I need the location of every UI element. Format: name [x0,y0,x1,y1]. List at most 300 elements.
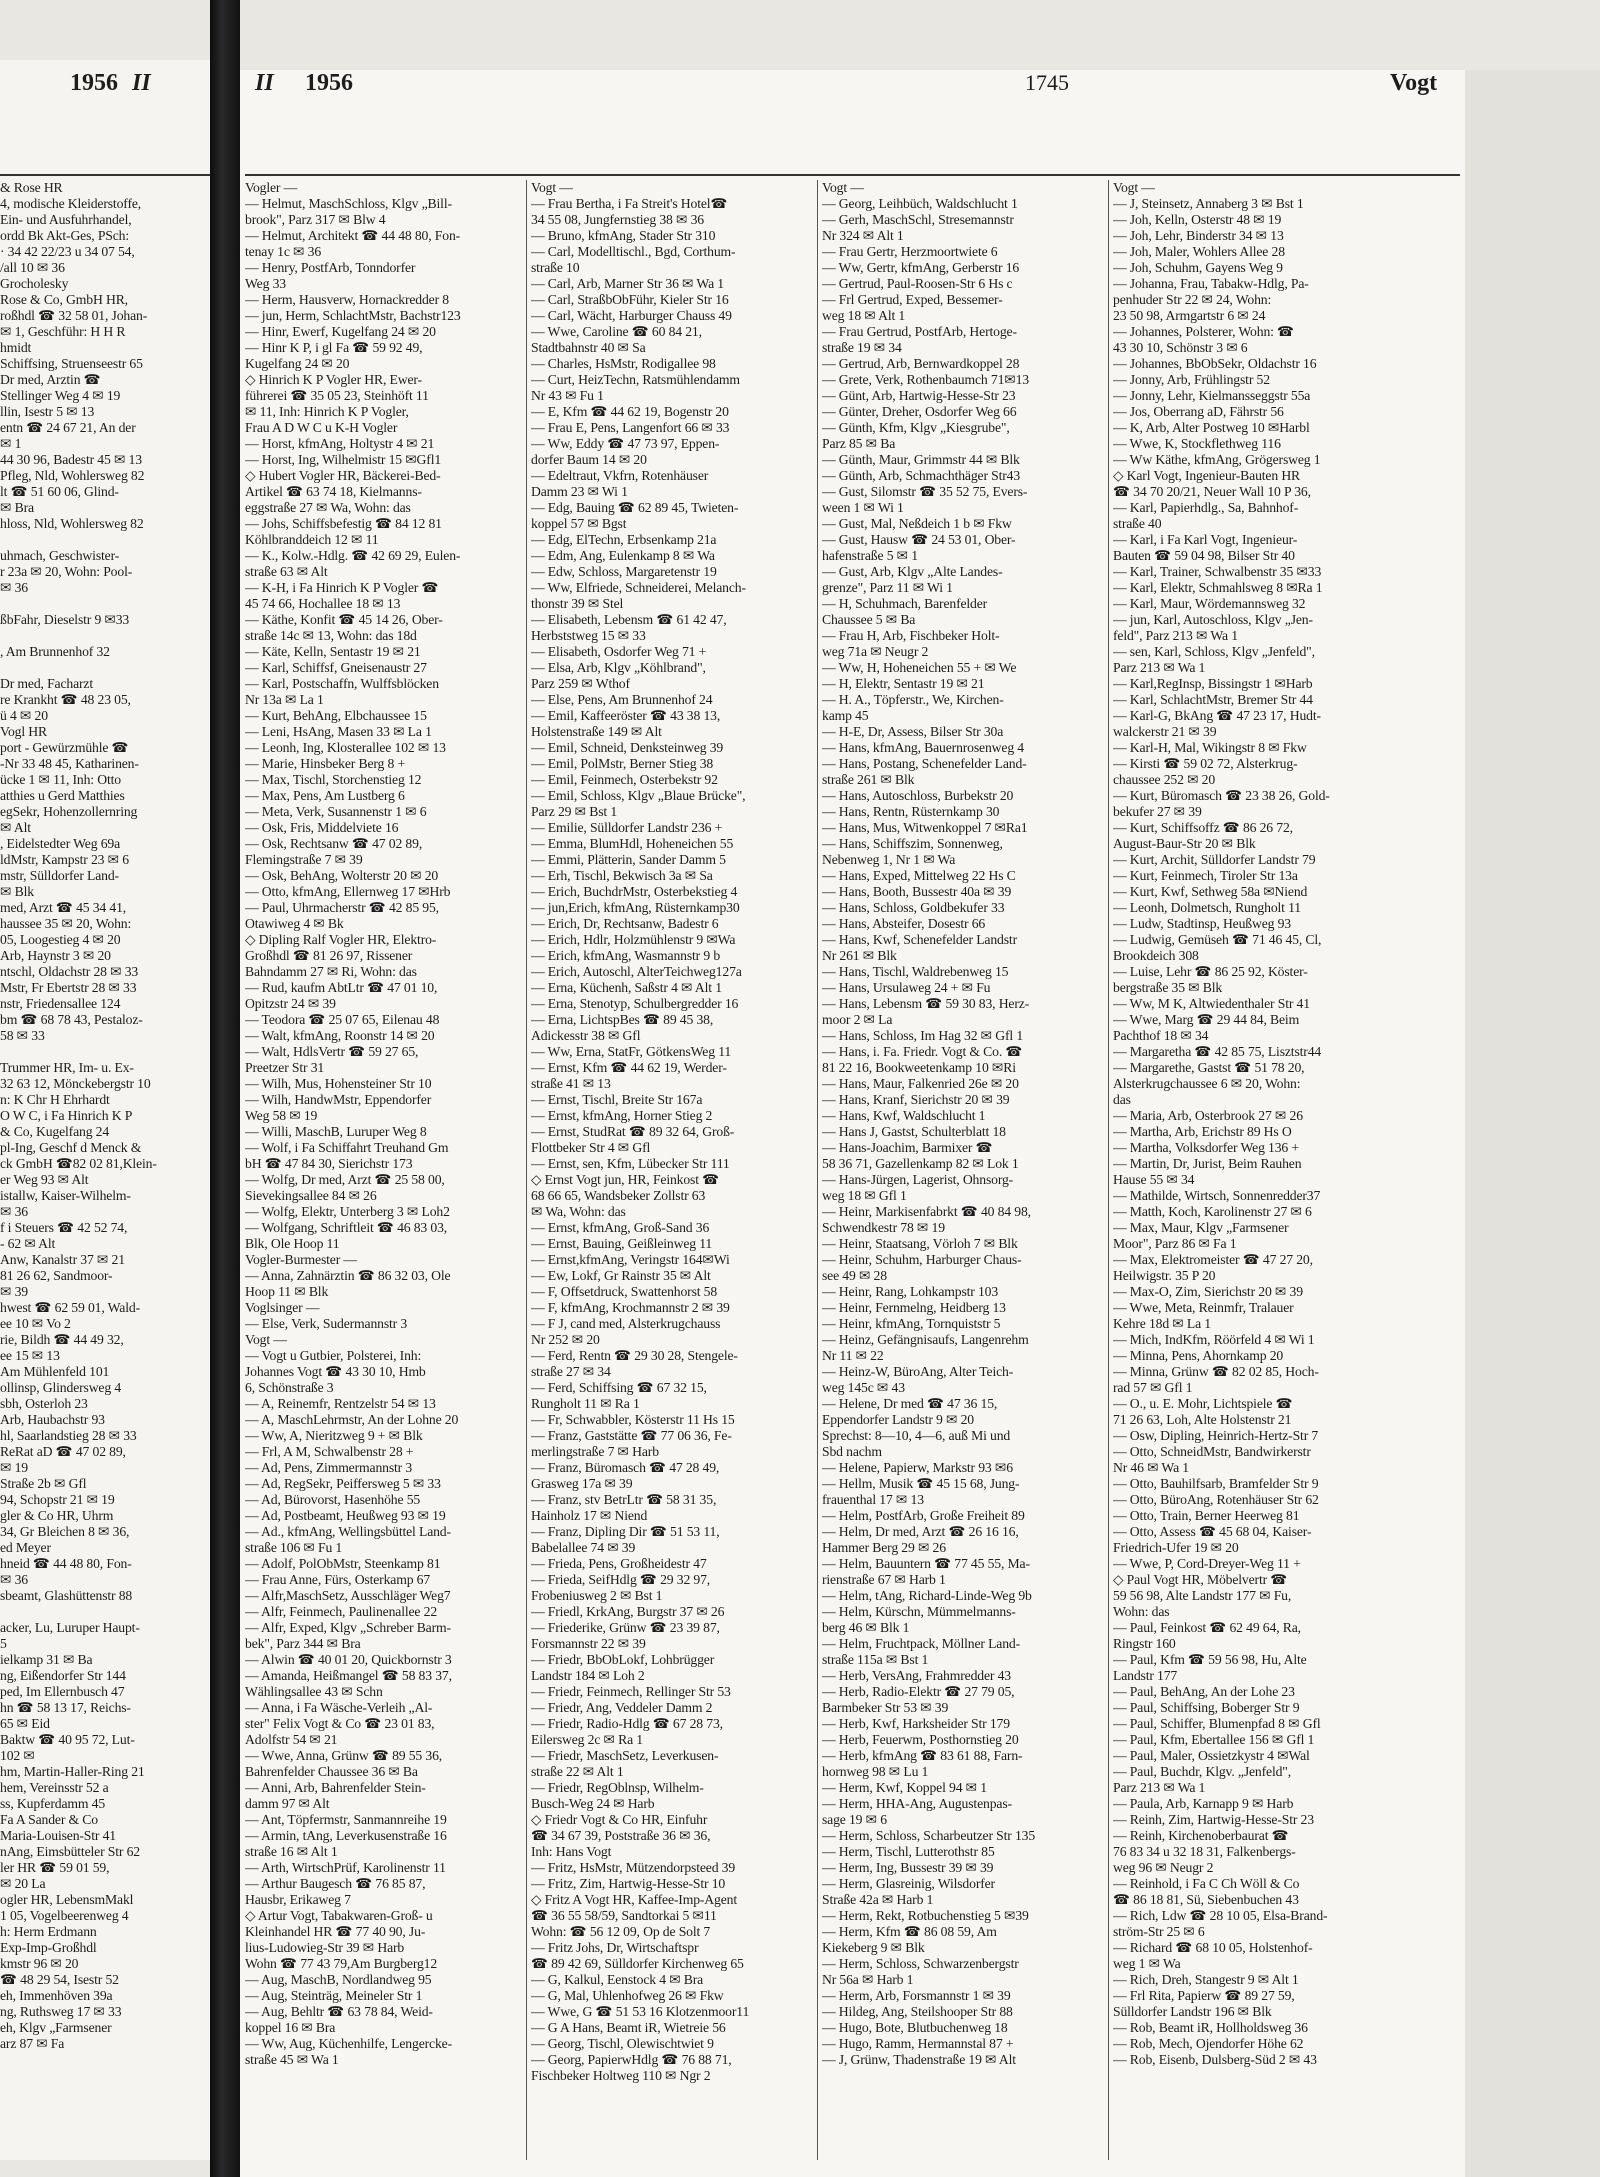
right-page-roman: II [255,70,274,96]
directory-entry: — Günth, Kfm, Klgv „Kiesgrube", [822,420,1010,435]
page-number: 1745 [1025,70,1069,95]
directory-entry: ◇ Friedr Vogt & Co HR, Einfuhr [531,1812,708,1827]
directory-entry: — Otto, kfmAng, Ellernweg 17 ✉Hrb [245,884,451,899]
directory-entry: — O., u. E. Mohr, Lichtspiele ☎ [1113,1396,1293,1411]
directory-entry: entn ☎ 24 67 21, An der [0,420,136,435]
directory-entry: — Max-O, Zim, Sierichstr 20 ✉ 39 [1113,1284,1303,1299]
directory-entry: — Gertrud, Arb, Bernwardkoppel 28 [822,356,1020,371]
directory-entry: — F, kfmAng, Krochmannstr 2 ✉ 39 [531,1300,730,1315]
directory-entry: Stellinger Weg 4 ✉ 19 [0,388,121,403]
directory-entry: ck GmbH ☎82 02 81,Klein- [0,1156,157,1171]
directory-entry: Bahrenfelder Chaussee 36 ✉ Ba [245,1764,418,1779]
directory-entry: lt ☎ 51 60 06, Glind- [0,484,119,499]
directory-entry: uhmach, Geschwister- [0,548,120,563]
directory-entry [0,596,205,612]
directory-entry: — Rich, Dreh, Stangestr 9 ✉ Alt 1 [1113,1972,1299,1987]
directory-entry: — Hellm, Musik ☎ 45 15 68, Jung- [822,1476,1020,1491]
directory-entry: penhuder Str 22 ✉ 24, Wohn: [1113,292,1272,307]
directory-entry: — Margaretha ☎ 42 85 75, Lisztstr44 [1113,1044,1322,1059]
directory-entry: Fischbeker Holtweg 110 ✉ Ngr 2 [531,2068,711,2083]
directory-entry: — Heinz, Gefängnisaufs, Langenrehm [822,1332,1029,1347]
directory-entry: — Friedr, MaschSetz, Leverkusen- [531,1748,719,1763]
directory-entry: Barmbeker Str 53 ✉ 39 [822,1700,949,1715]
directory-entry: — Meta, Verk, Susannenstr 1 ✉ 6 [245,804,427,819]
directory-entry: 71 26 63, Loh, Alte Holstenstr 21 [1113,1412,1292,1427]
directory-entry: — Ad, Pens, Zimmermannstr 3 [245,1460,413,1475]
directory-entry: — Hinr, Ewerf, Kugelfang 24 ✉ 20 [245,324,436,339]
directory-entry: — Erna, Küchenh, Saßstr 4 ✉ Alt 1 [531,980,722,995]
directory-entry: Pachthof 18 ✉ 34 [1113,1028,1209,1043]
directory-entry: — K., Kolw.-Hdlg. ☎ 42 69 29, Eulen- [245,548,461,563]
directory-entry: rienstraße 67 ✉ Harb 1 [822,1572,946,1587]
directory-entry: — Karl-H, Mal, Wikingstr 8 ✉ Fkw [1113,740,1307,755]
directory-entry: — Kurt, Kwf, Sethweg 58a ✉Niend [1113,884,1308,899]
directory-entry: Parz 85 ✉ Ba [822,436,896,451]
directory-entry: führerei ☎ 35 05 23, Steinhöft 11 [245,388,429,403]
directory-entry: weg 18 ✉ Gfl 1 [822,1188,907,1203]
directory-entry [0,1604,205,1620]
directory-entry: brook", Parz 317 ✉ Blw 4 [245,212,386,227]
directory-entry: — Edg, Bauing ☎ 62 89 45, Twieten- [531,500,739,515]
directory-entry: — Ernst, StudRat ☎ 89 32 64, Groß- [531,1124,735,1139]
directory-entry: — Ad, RegSekr, Peiffersweg 5 ✉ 33 [245,1476,441,1491]
directory-entry: weg 18 ✉ Alt 1 [822,308,906,323]
directory-entry: ✉ 39 [0,1284,28,1299]
directory-entry: ✉ Blk [0,884,34,899]
directory-entry: Holstenstraße 149 ✉ Alt [531,724,662,739]
directory-entry: — Karl, i Fa Karl Vogt, Ingenieur- [1113,532,1298,547]
directory-entry: ster" Felix Vogt & Co ☎ 23 01 83, [245,1716,435,1731]
directory-entry: straße 261 ✉ Blk [822,772,915,787]
directory-entry: — Minna, Grünw ☎ 82 02 85, Hoch- [1113,1364,1319,1379]
directory-entry: Frobeniusweg 2 ✉ Bst 1 [531,1588,663,1603]
directory-entry: — Herb, kfmAng ☎ 83 61 88, Farn- [822,1748,1023,1763]
directory-entry: — H, Schuhmach, Barenfelder [822,596,988,611]
directory-entry: Damm 23 ✉ Wi 1 [531,484,628,499]
directory-entry: Vogt — [1113,180,1155,195]
directory-entry: — Arthur Baugesch ☎ 76 85 87, [245,1876,426,1891]
directory-entry: — Reinh, Zim, Hartwig-Hesse-Str 23 [1113,1812,1314,1827]
directory-entry: ström-Str 25 ✉ 6 [1113,1924,1205,1939]
directory-entry: — Johannes, Polsterer, Wohn: ☎ [1113,324,1294,339]
directory-entry: ☎ 34 70 20/21, Neuer Wall 10 P 36, [1113,484,1311,499]
directory-entry: Voglsinger — [245,1300,320,1315]
directory-entry: ☎ 89 42 69, Sülldorfer Kirchenweg 65 [531,1956,744,1971]
directory-entry: — Max, Pens, Am Lustberg 6 [245,788,405,803]
directory-entry: 5 [0,1636,7,1651]
directory-entry: — Charles, HsMstr, Rodigallee 98 [531,356,716,371]
directory-entry: straße 115a ✉ Bst 1 [822,1652,929,1667]
directory-entry: Hammer Berg 29 ✉ 26 [822,1540,946,1555]
directory-entry: Vogl HR [0,724,47,739]
directory-entry: — Anna, i Fa Wäsche-Verleih „Al- [245,1700,433,1715]
directory-entry: ped, Im Ellernbusch 47 [0,1684,125,1699]
directory-entry: Hause 55 ✉ 34 [1113,1172,1195,1187]
directory-entry: Wohn: ☎ 56 12 09, Op de Solt 7 [531,1924,711,1939]
directory-entry: — Joh, Lehr, Binderstr 34 ✉ 13 [1113,228,1284,243]
directory-entry: Großhdl ☎ 81 26 97, Rissener [245,948,413,963]
directory-entry: hm, Martin-Haller-Ring 21 [0,1764,145,1779]
directory-entry: — Matth, Koch, Karolinenstr 27 ✉ 6 [1113,1204,1312,1219]
directory-entry: — Hildeg, Ang, Steilshooper Str 88 [822,2004,1013,2019]
directory-entry: — Wolfg, Dr med, Arzt ☎ 25 58 00, [245,1172,445,1187]
directory-entry: — Else, Pens, Am Brunnenhof 24 [531,692,713,707]
directory-entry: Wohn ☎ 77 43 79,Am Burgberg12 [245,1956,438,1971]
directory-entry: — Mathilde, Wirtsch, Sonnenredder37 [1113,1188,1321,1203]
directory-entry: — Walt, HdlsVertr ☎ 59 27 65, [245,1044,419,1059]
directory-entry: — Günth, Arb, Schmachthäger Str43 [822,468,1021,483]
directory-entry: moor 2 ✉ La [822,1012,893,1027]
directory-entry: Hoop 11 ✉ Blk [245,1284,329,1299]
directory-entry: — Max, Elektromeister ☎ 47 27 20, [1113,1252,1313,1267]
directory-entry: — Emma, BlumHdl, Hoheneichen 55 [531,836,734,851]
directory-entry: — Kurt, BehAng, Elbchaussee 15 [245,708,427,723]
directory-entry: ◇ Ernst Vogt jun, HR, Feinkost ☎ [531,1172,720,1187]
directory-entry: ◇ Artur Vogt, Tabakwaren-Groß- u [245,1908,433,1923]
directory-entry: — Otto, Assess ☎ 45 68 04, Kaiser- [1113,1524,1312,1539]
directory-column-1 [245,180,515,2160]
directory-entry: — Max, Maur, Klgv „Farmsener [1113,1220,1289,1235]
directory-entry: ◇ Fritz A Vogt HR, Kaffee-Imp-Agent [531,1892,738,1907]
directory-entry: — Ww, Gertr, kfmAng, Gerberstr 16 [822,260,1020,275]
directory-entry: — Carl, Modelltischl., Bgd, Corthum- [531,244,736,259]
directory-entry: — Amanda, Heißmangel ☎ 58 83 37, [245,1668,452,1683]
directory-entry: ✉ Alt [0,820,31,835]
page-edge-shadow [1465,70,1600,2177]
directory-entry: ☎ 86 18 81, Sü, Siebenbuchen 43 [1113,1892,1299,1907]
directory-entry: — Wwe, Meta, Reinmfr, Tralauer [1113,1300,1294,1315]
directory-entry: ldMstr, Kampstr 23 ✉ 6 [0,852,129,867]
directory-entry: — Emil, PolMstr, Berner Stieg 38 [531,756,714,771]
directory-entry: 58 ✉ 33 [0,1028,45,1043]
directory-entry: kamp 45 [822,708,869,723]
directory-entry: — Horst, kfmAng, Holtystr 4 ✉ 21 [245,436,435,451]
directory-entry: — Hans, Absteifer, Dosestr 66 [822,916,986,931]
directory-entry: ReRat aD ☎ 47 02 89, [0,1444,126,1459]
directory-entry: — Frau Gertrud, PostfArb, Hertoge- [822,324,1017,339]
directory-entry: — Franz, Büromasch ☎ 47 28 49, [531,1460,720,1475]
directory-entry: — Karl, Elektr, Schmahlsweg 8 ✉Ra 1 [1113,580,1323,595]
directory-entry: — Hans, kfmAng, Bauernrosenweg 4 [822,740,1024,755]
directory-entry: — Ernst, Tischl, Breite Str 167a [531,1092,703,1107]
directory-entry: — Leni, HsAng, Masen 33 ✉ La 1 [245,724,432,739]
directory-entry: — Osk, Rechtsanw ☎ 47 02 89, [245,836,423,851]
directory-entry: — Erna, Stenotyp, Schulbergredder 16 [531,996,739,1011]
directory-entry: Flemingstraße 7 ✉ 39 [245,852,363,867]
directory-column-4 [1108,180,1465,2160]
directory-entry: — Gust, Arb, Klgv „Alte Landes- [822,564,1003,579]
directory-entry: thonstr 39 ✉ Stel [531,596,624,611]
directory-entry: sage 19 ✉ 6 [822,1812,887,1827]
directory-entry: — Ad., kfmAng, Wellingsbüttel Land- [245,1524,451,1539]
directory-entry: Inh: Hans Vogt [531,1844,612,1859]
directory-entry: 43 30 10, Schönstr 3 ✉ 6 [1113,340,1248,355]
directory-entry: — H. A., Töpferstr., We, Kirchen- [822,692,1004,707]
directory-entry: — Elisabeth, Lebensm ☎ 61 42 47, [531,612,727,627]
directory-entry: ntschl, Oldachstr 28 ✉ 33 [0,964,139,979]
directory-entry: — jun, Karl, Autoschloss, Klgv „Jen- [1113,612,1313,627]
directory-entry: Vogt — [531,180,573,195]
directory-entry: das [1113,1092,1131,1107]
directory-entry: Rose & Co, GmbH HR, [0,292,128,307]
directory-entry: Grasweg 17a ✉ 39 [531,1476,633,1491]
directory-entry: 6, Schönstraße 3 [245,1380,334,1395]
directory-entry: — Frl Gertrud, Exped, Bessemer- [822,292,1003,307]
directory-entry: Weg 33 [245,276,286,291]
directory-entry: — Helm, Kürschn, Mümmelmanns- [822,1604,1016,1619]
directory-entry: rie, Bildh ☎ 44 49 32, [0,1332,124,1347]
directory-entry: ogler HR, LebensmMakl [0,1892,134,1907]
directory-entry: — Karl, Trainer, Schwalbenstr 35 ✉33 [1113,564,1322,579]
directory-entry: Blk, Ole Hoop 11 [245,1236,340,1251]
directory-entry: — Herm, Hausverw, Hornackredder 8 [245,292,449,307]
directory-entry: Nr 11 ✉ 22 [822,1348,884,1363]
directory-entry: — Martha, Arb, Erichstr 89 Hs O [1113,1124,1292,1139]
directory-entry: — Martin, Dr, Jurist, Beim Rauhen [1113,1156,1302,1171]
directory-entry: Opitzstr 24 ✉ 39 [245,996,336,1011]
directory-entry: Vogt — [822,180,864,195]
directory-entry: — Herm, Arb, Forsmannstr 1 ✉ 39 [822,1988,1011,2003]
directory-entry: Busch-Weg 24 ✉ Harb [531,1796,655,1811]
directory-entry: — G A Hans, Beamt iR, Wietreie 56 [531,2020,726,2035]
directory-entry: — Kurt, Büromasch ☎ 23 38 26, Gold- [1113,788,1330,803]
directory-entry: — Herm, Kwf, Koppel 94 ✉ 1 [822,1780,987,1795]
directory-entry: — Herm, Kfm ☎ 86 08 59, Am [822,1924,997,1939]
directory-entry: — jun,Erich, kfmAng, Rüsternkamp30 [531,900,740,915]
directory-entry: Sievekingsallee 84 ✉ 26 [245,1188,377,1203]
directory-entry: Preetzer Str 31 [245,1060,325,1075]
directory-entry: — Vogt u Gutbier, Polsterei, Inh: [245,1348,422,1363]
directory-entry: — Max, Tischl, Storchenstieg 12 [245,772,422,787]
directory-entry: — Edeltraut, Vkfrn, Rotenhäuser [531,468,709,483]
directory-column-3 [817,180,1102,2160]
directory-entry: — Friedr, RegOblnsp, Wilhelm- [531,1780,704,1795]
directory-entry: — Hans, Kwf, Schenefelder Landstr [822,932,1017,947]
directory-entry: — Franz, Dipling Dir ☎ 51 53 11, [531,1524,720,1539]
directory-entry: — Emil, Kaffeeröster ☎ 43 38 13, [531,708,721,723]
directory-entry: — Jonny, Arb, Frühlingstr 52 [1113,372,1270,387]
directory-entry: — Rob, Mech, Ojendorfer Höhe 62 [1113,2036,1304,2051]
directory-entry: — Walt, kfmAng, Roonstr 14 ✉ 20 [245,1028,435,1043]
directory-entry: — Käte, Kelln, Sentastr 19 ✉ 21 [245,644,421,659]
directory-entry: — Horst, Ing, Wilhelmistr 15 ✉Gfl1 [245,452,442,467]
directory-entry: — Frau Gertr, Herzmoortwiete 6 [822,244,998,259]
directory-entry: Wohn: das [1113,1604,1170,1619]
directory-entry: ✉ 36 [0,1204,28,1219]
directory-entry: — Carl, Wächt, Harburger Chauss 49 [531,308,732,323]
directory-entry: Dr med, Facharzt [0,676,93,691]
directory-entry: — Hans, Exped, Mittelweg 22 Hs C [822,868,1016,883]
directory-entry: — Paul, Kfm ☎ 59 56 98, Hu, Alte [1113,1652,1307,1667]
directory-entry: Kiekeberg 9 ✉ Blk [822,1940,925,1955]
directory-entry: arz 87 ✉ Fa [0,2036,65,2051]
directory-entry: — Herb, Radio-Elektr ☎ 27 79 05, [822,1684,1015,1699]
directory-entry: ween 1 ✉ Wi 1 [822,500,904,515]
directory-entry: 05, Loogestieg 4 ✉ 20 [0,932,121,947]
directory-entry: — Kurt, Feinmech, Tiroler Str 13a [1113,868,1298,883]
directory-entry: kmstr 96 ✉ 20 [0,1956,79,1971]
directory-entry: — Herb, VersAng, Frahmredder 43 [822,1668,1011,1683]
directory-entry: — Elisabeth, Osdorfer Weg 71 + [531,644,707,659]
directory-entry: — Friedr, BbObLokf, Lohbrügger [531,1652,715,1667]
directory-entry: Vogler-Burmester — [245,1252,357,1267]
directory-entry: eggstraße 27 ✉ Wa, Wohn: das [245,500,411,515]
directory-entry: — Hans, Maur, Falkenried 26e ✉ 20 [822,1076,1019,1091]
directory-entry: — Erich, BuchdrMstr, Osterbekstieg 4 [531,884,738,899]
directory-entry: ng, Ruthsweg 17 ✉ 33 [0,2004,122,2019]
directory-entry: — Friedr, Radio-Hdlg ☎ 67 28 73, [531,1716,723,1731]
directory-entry: — Karl, Postschaffn, Wulffsblöcken [245,676,439,691]
directory-entry: — Georg, Leihbüch, Waldschlucht 1 [822,196,1018,211]
directory-entry: — Otto, SchneidMstr, Bandwirkerstr [1113,1444,1311,1459]
directory-entry: hneid ☎ 44 48 80, Fon- [0,1556,132,1571]
directory-entry: Parz 259 ✉ Wthof [531,676,630,691]
directory-entry: straße 106 ✉ Fu 1 [245,1540,343,1555]
directory-entry: — Emil, Schneid, Denksteinweg 39 [531,740,724,755]
directory-entry: hl, Saarlandstieg 28 ✉ 33 [0,1428,137,1443]
directory-entry: — Hans, Mus, Witwenkoppel 7 ✉Ra1 [822,820,1028,835]
directory-entry: Köhlbranddeich 12 ✉ 11 [245,532,379,547]
directory-entry: Rungholt 11 ✉ Ra 1 [531,1396,640,1411]
directory-entry: ler HR ☎ 59 01 59, [0,1860,110,1875]
directory-entry: — Kurt, Archit, Sülldorfer Landstr 79 [1113,852,1316,867]
directory-entry: — Anni, Arb, Bahrenfelder Stein- [245,1780,426,1795]
directory-entry: — Helm, Fruchtpack, Möllner Land- [822,1636,1021,1651]
directory-entry: hn ☎ 58 13 17, Reichs- [0,1700,131,1715]
directory-entry: Nebenweg 1, Nr 1 ✉ Wa [822,852,956,867]
directory-entry: — Ant, Töpfermstr, Sanmannreihe 19 [245,1812,447,1827]
directory-entry: Schiffsing, Struenseestr 65 [0,356,143,371]
directory-entry: — Aug, MaschB, Nordlandweg 95 [245,1972,432,1987]
directory-entry: — Käthe, Konfit ☎ 45 14 26, Ober- [245,612,443,627]
directory-entry: — Hans, Postang, Schenefelder Land- [822,756,1027,771]
directory-entry: — Heinz-W, BüroAng, Alter Teich- [822,1364,1014,1379]
directory-entry: — Elsa, Arb, Klgv „Köhlbrand", [531,660,706,675]
directory-entry: ss, Kupferdamm 45 [0,1796,106,1811]
directory-entry: — Helmut, Architekt ☎ 44 48 80, Fon- [245,228,461,243]
directory-entry: — Frieda, Pens, Großheidestr 47 [531,1556,707,1571]
directory-entry: Parz 213 ✉ Wa 1 [1113,1780,1206,1795]
directory-entry: — Karl, SchlachtMstr, Bremer Str 44 [1113,692,1313,707]
directory-entry: — Herm, Glasreinig, Wilsdorfer [822,1876,995,1891]
directory-entry: acker, Lu, Luruper Haupt- [0,1620,140,1635]
right-page-year: 1956 [305,70,353,96]
directory-entry: straße 19 ✉ 34 [822,340,902,355]
directory-entry: walckerstr 21 ✉ 39 [1113,724,1217,739]
directory-entry: Landstr 177 [1113,1668,1178,1683]
directory-entry: — Fritz Johs, Dr, Wirtschaftspr [531,1940,699,1955]
directory-entry: — Frau Anne, Fürs, Osterkamp 67 [245,1572,431,1587]
directory-entry: — Curt, HeizTechn, Ratsmühlendamm [531,372,740,387]
directory-column-2 [526,180,811,2160]
directory-entry: Vogt — [245,1332,287,1347]
directory-entry: hem, Vereinsstr 52 a [0,1780,109,1795]
directory-entry: mstr, Sülldorfer Land- [0,868,119,883]
directory-entry: — Martha, Volksdorfer Weg 136 + [1113,1140,1299,1155]
directory-entry: — J, Grünw, Thadenstraße 19 ✉ Alt [822,2052,1016,2067]
directory-entry: Nr 261 ✉ Blk [822,948,897,963]
directory-entry: Sprechst: 8—10, 4—6, auß Mi und [822,1428,1011,1443]
directory-entry: frauenthal 17 ✉ 13 [822,1492,924,1507]
directory-entry: nAng, Eimsbütteler Str 62 [0,1844,140,1859]
directory-entry: — Ww, A, Nieritzweg 9 + ✉ Blk [245,1428,423,1443]
directory-entry: — Erna, LichtspBes ☎ 89 45 38, [531,1012,714,1027]
directory-entry: — Paul, Kfm, Ebertallee 156 ✉ Gfl 1 [1113,1732,1315,1747]
directory-entry: — Hans, Kwf, Waldschlucht 1 [822,1108,986,1123]
directory-entry: — Heinr, kfmAng, Tornquiststr 5 [822,1316,1001,1331]
directory-entry: ◇ Dipling Ralf Vogler HR, Elektro- [245,932,437,947]
directory-entry: Nr 252 ✉ 20 [531,1332,600,1347]
directory-entry: — G, Kalkul, Eenstock 4 ✉ Bra [531,1972,704,1987]
directory-entry: Landstr 184 ✉ Loh 2 [531,1668,645,1683]
directory-entry: — Wolfgang, Schriftleit ☎ 46 83 03, [245,1220,448,1235]
directory-entry: — Ferd, Schiffsing ☎ 67 32 15, [531,1380,707,1395]
directory-entry: — Hinr K P, i gl Fa ☎ 59 92 49, [245,340,423,355]
directory-entry: tenay 1c ✉ 36 [245,244,322,259]
directory-entry: weg 96 ✉ Neugr 2 [1113,1860,1214,1875]
directory-entry: Nr 43 ✉ Fu 1 [531,388,604,403]
directory-entry: bergstraße 35 ✉ Blk [1113,980,1223,995]
directory-entry: — Hans-Jürgen, Lagerist, Ohnsorg- [822,1172,1014,1187]
directory-entry: — Frau H, Arb, Fischbeker Holt- [822,628,1000,643]
directory-entry: Dr med, Arztin ☎ [0,372,101,387]
directory-entry: Parz 29 ✉ Bst 1 [531,804,618,819]
directory-entry: Adickesstr 38 ✉ Gfl [531,1028,641,1043]
directory-entry: — Osw, Dipling, Heinrich-Hertz-Str 7 [1113,1428,1319,1443]
directory-entry: — Kurt, Schiffsoffz ☎ 86 26 72, [1113,820,1293,835]
directory-entry: — Paul, Maler, Ossietzkystr 4 ✉Wal [1113,1748,1310,1763]
directory-entry: — Else, Verk, Sudermannstr 3 [245,1316,408,1331]
directory-entry: Grocholesky [0,276,69,291]
directory-entry: — Gertrud, Paul-Roosen-Str 6 Hs c [822,276,1013,291]
directory-entry: Hainholz 17 ✉ Niend [531,1508,648,1523]
directory-entry: Moor", Parz 86 ✉ Fa 1 [1113,1236,1237,1251]
directory-entry: — Leonh, Dolmetsch, Rungholt 11 [1113,900,1301,915]
directory-entry: hwest ☎ 62 59 01, Wald- [0,1300,140,1315]
directory-entry: — Aug, Behltr ☎ 63 78 84, Weid- [245,2004,433,2019]
directory-entry: Maria-Louisen-Str 41 [0,1828,116,1843]
directory-entry: bH ☎ 47 84 30, Sierichstr 173 [245,1156,413,1171]
directory-entry: — Ww, Aug, Küchenhilfe, Lengercke- [245,2036,452,2051]
directory-entry: 1 05, Vogelbeerenweg 4 [0,1908,129,1923]
directory-entry: — Osk, Fris, Middelviete 16 [245,820,399,835]
directory-entry: ü 4 ✉ 20 [0,708,48,723]
book-gutter [210,0,240,2177]
directory-entry: ✉ 36 [0,1572,28,1587]
directory-entry: — Emmi, Plätterin, Sander Damm 5 [531,852,726,867]
directory-entry: — Ww, Erna, StatFr, GötkensWeg 11 [531,1044,732,1059]
directory-entry: Nr 56a ✉ Harb 1 [822,1972,914,1987]
directory-entry: merlingstraße 7 ✉ Harb [531,1444,659,1459]
directory-entry: — Johs, Schiffsbefestig ☎ 84 12 81 [245,516,442,531]
directory-entry: Bahndamm 27 ✉ Ri, Wohn: das [245,964,417,979]
header-rule-left [0,174,210,176]
directory-entry: — Rob, Beamt iR, Hollholdsweg 36 [1113,2020,1308,2035]
directory-entry: — Hans, Schloss, Goldbekufer 33 [822,900,1005,915]
directory-entry: ✉ Bra [0,500,34,515]
directory-entry: Eilersweg 2c ✉ Ra 1 [531,1732,644,1747]
directory-entry: rad 57 ✉ Gfl 1 [1113,1380,1193,1395]
directory-entry: — Paul, Uhrmacherstr ☎ 42 85 95, [245,900,439,915]
left-page-header [70,70,151,97]
left-page-year: 1956 [70,70,118,96]
directory-entry: — Wwe, P, Cord-Dreyer-Weg 11 + [1113,1556,1301,1571]
directory-entry: — Hans, Lebensm ☎ 59 30 83, Herz- [822,996,1030,1011]
directory-entry: dorfer Baum 14 ✉ 20 [531,452,647,467]
directory-entry: ✉ 11, Inh: Hinrich K P Vogler, [245,404,409,419]
directory-entry: ☎ 34 67 39, Poststraße 36 ✉ 36, [531,1828,711,1843]
directory-entry: Arb, Haynstr 3 ✉ 20 [0,948,111,963]
